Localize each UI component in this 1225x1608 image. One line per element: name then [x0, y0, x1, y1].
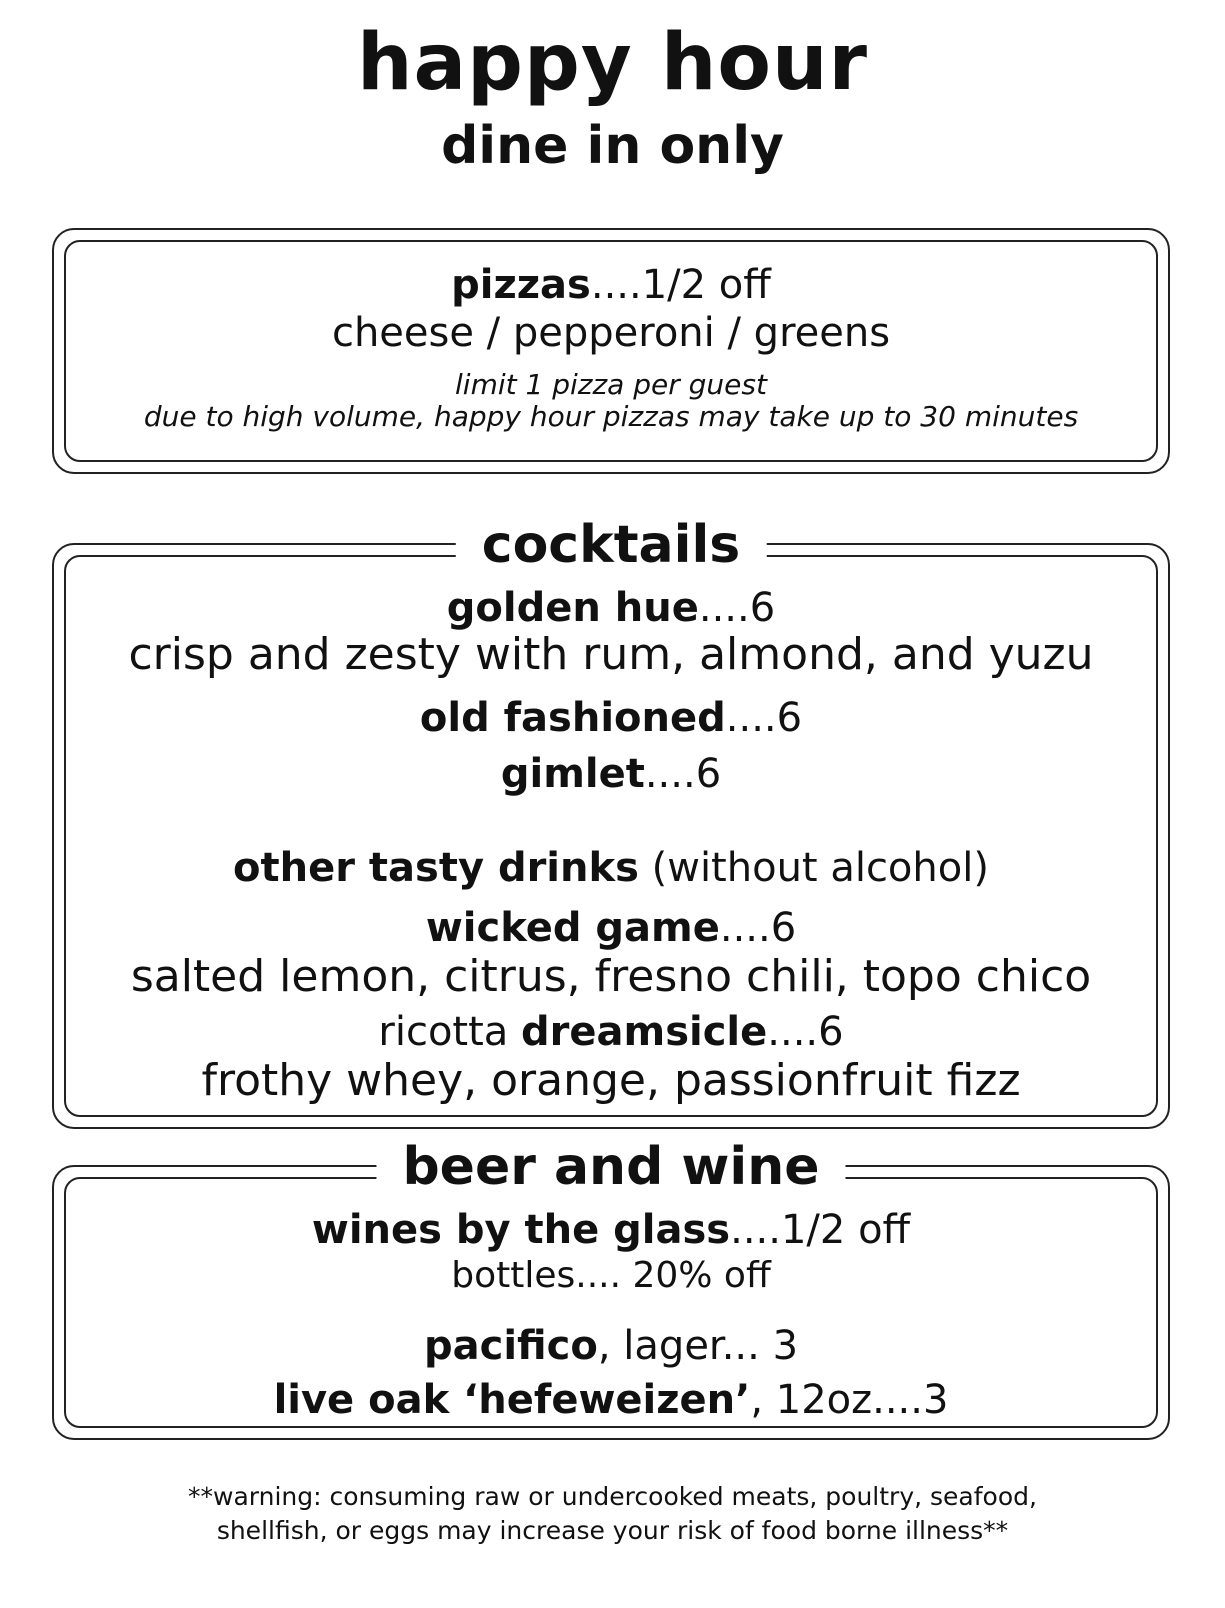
item-name: old fashioned [419, 695, 726, 741]
item-description: frothy whey, orange, passionfruit fizz [201, 1055, 1021, 1106]
menu-item [54, 1009, 1168, 1055]
pizzas-name: pizzas [451, 262, 591, 308]
item-prefix: ricotta [378, 1009, 522, 1055]
menu-item [54, 1323, 1168, 1369]
wines-line [54, 1207, 1168, 1253]
item-detail: , 12oz....3 [750, 1377, 949, 1423]
item-price: ....6 [725, 695, 803, 741]
menu-item [54, 1377, 1168, 1423]
pizzas-line [54, 262, 1168, 308]
pizzas-section [52, 228, 1170, 474]
menu-item [54, 751, 1168, 797]
item-price: ....6 [767, 1009, 844, 1055]
menu-item [54, 905, 1168, 951]
item-price: ....6 [719, 905, 797, 951]
menu-item [54, 585, 1168, 631]
other-drinks-heading [54, 845, 1168, 891]
item-description: salted lemon, citrus, fresno chili, topo chico [130, 951, 1092, 1002]
food-warning [0, 1480, 1225, 1548]
item-name: wines by the glass [311, 1207, 731, 1253]
item-detail: , lager... 3 [597, 1323, 799, 1369]
pizzas-limit-note: limit 1 pizza per guest [455, 368, 767, 401]
beer-wine-section [52, 1137, 1170, 1440]
bottles-line: bottles.... 20% off [451, 1255, 771, 1296]
menu-item [54, 695, 1168, 741]
beer-wine-heading: beer and wine [376, 1137, 845, 1197]
other-drinks-title: other tasty drinks [233, 845, 639, 891]
item-price: ....6 [644, 751, 722, 797]
menu-title: happy hour [357, 18, 868, 108]
pizzas-varieties: cheese / pepperoni / greens [331, 310, 891, 356]
item-name: wicked game [425, 905, 720, 951]
pizzas-volume-note: due to high volume, happy hour pizzas may take up to 30 minutes [143, 400, 1079, 433]
item-price: ....6 [698, 585, 776, 631]
warning-line-1: **warning: consuming raw or undercooked meats, poultry, seafood, [188, 1482, 1037, 1511]
other-drinks-note: (without alcohol) [638, 845, 989, 891]
menu-subtitle: dine in only [441, 116, 784, 176]
item-price: ....1/2 off [730, 1207, 911, 1253]
item-name: dreamsicle [521, 1009, 768, 1055]
cocktails-section [52, 515, 1170, 1129]
pizzas-price: ....1/2 off [590, 262, 771, 308]
item-name: live oak ‘hefeweizen’ [273, 1377, 751, 1423]
item-name: golden hue [446, 585, 699, 631]
item-description: crisp and zesty with rum, almond, and yuzu [128, 629, 1094, 680]
cocktails-heading: cocktails [456, 515, 767, 575]
item-name: pacifico [423, 1323, 598, 1369]
item-name: gimlet [500, 751, 645, 797]
warning-line-2: shellfish, or eggs may increase your risk of food borne illness** [216, 1516, 1009, 1545]
